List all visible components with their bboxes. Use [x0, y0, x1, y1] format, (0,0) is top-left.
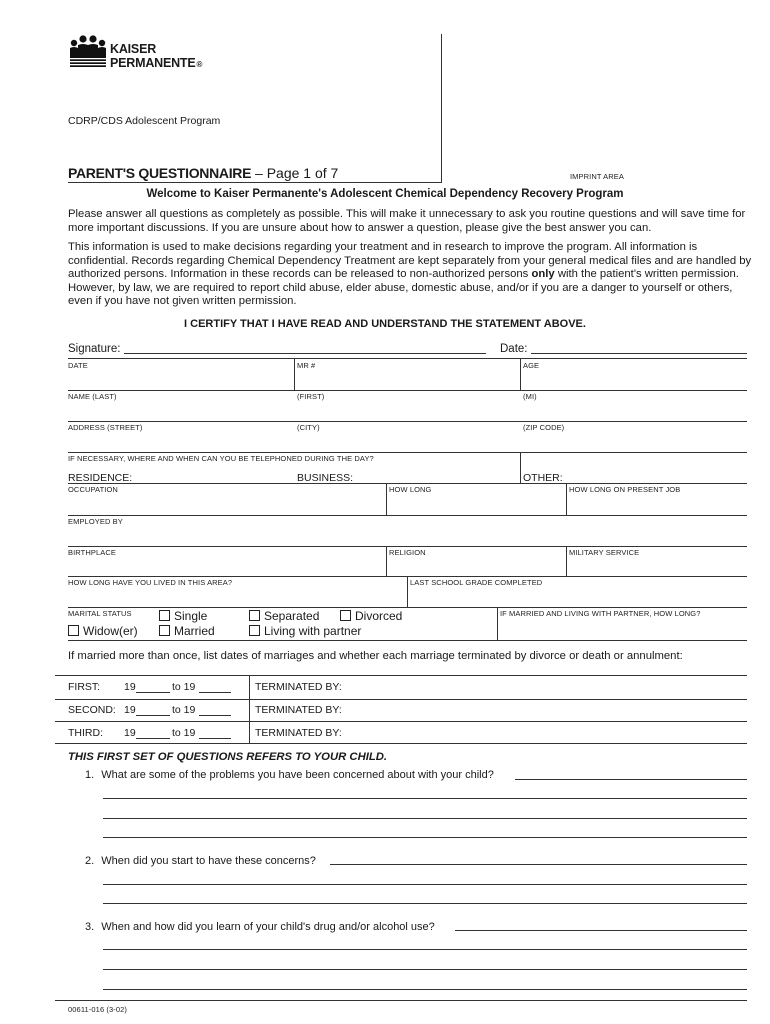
- signature-field[interactable]: [124, 353, 486, 354]
- marriage-from-field[interactable]: [136, 727, 170, 739]
- marriage-year-to: to 19: [172, 704, 196, 716]
- question-number: 3.: [85, 921, 95, 933]
- age-label: AGE: [523, 361, 540, 370]
- answer-line[interactable]: [515, 779, 747, 780]
- option-living-with-partner[interactable]: Living with partner: [249, 624, 361, 638]
- question-text: When did you start to have these concerns?: [101, 855, 316, 867]
- title-page: – Page 1 of 7: [255, 165, 339, 181]
- marriage-to-field[interactable]: [199, 704, 231, 716]
- separated-checkbox[interactable]: [249, 610, 260, 621]
- first-name-label: (FIRST): [297, 392, 325, 401]
- questions-heading: THIS FIRST SET OF QUESTIONS REFERS TO YOUR CHILD.: [68, 751, 388, 763]
- marriages-prompt: If married more than once, list dates of marriages and whether each marriage terminated by divorce or death or annulment:: [68, 650, 683, 662]
- how-long-label: HOW LONG: [389, 485, 432, 494]
- question-text: What are some of the problems you have been concerned about with your child?: [101, 769, 494, 781]
- marriage-year-to: to 19: [172, 727, 196, 739]
- partner-duration-label: IF MARRIED AND LIVING WITH PARTNER, HOW LONG?: [500, 609, 701, 618]
- answer-line[interactable]: [103, 949, 747, 950]
- business-label: BUSINESS:: [297, 472, 354, 484]
- answer-line[interactable]: [103, 903, 747, 904]
- single-checkbox[interactable]: [159, 610, 170, 621]
- zip-code-label: (ZIP CODE): [523, 423, 565, 432]
- last-name-label: NAME (LAST): [68, 392, 117, 401]
- religion-label: RELIGION: [389, 548, 426, 557]
- marriage-year-from: 19: [124, 727, 136, 739]
- marriage-year-from: 19: [124, 681, 136, 693]
- terminated-by-label: TERMINATED BY:: [255, 681, 342, 693]
- page-title: [68, 165, 338, 181]
- answer-line[interactable]: [330, 864, 747, 865]
- option-single[interactable]: Single: [159, 609, 207, 623]
- question-text: When and how did you learn of your child's drug and/or alcohol use?: [101, 921, 435, 933]
- divorced-checkbox[interactable]: [340, 610, 351, 621]
- answer-line[interactable]: [103, 818, 747, 819]
- marriage-from-field[interactable]: [136, 681, 170, 693]
- other-phone-label: OTHER:: [523, 472, 563, 484]
- living-partner-checkbox[interactable]: [249, 625, 260, 636]
- marriage-year-to: to 19: [172, 681, 196, 693]
- answer-line[interactable]: [103, 798, 747, 799]
- birthplace-label: BIRTHPLACE: [68, 548, 116, 557]
- marriage-ordinal: THIRD:: [68, 727, 103, 739]
- question-3: [85, 921, 435, 933]
- imprint-divider: [441, 34, 442, 182]
- terminated-by-label: TERMINATED BY:: [255, 727, 342, 739]
- military-service-label: MILITARY SERVICE: [569, 548, 640, 557]
- school-grade-label: LAST SCHOOL GRADE COMPLETED: [410, 578, 543, 587]
- kaiser-figures-icon: [68, 34, 108, 72]
- marriage-ordinal: SECOND:: [68, 704, 116, 716]
- question-2: [85, 855, 316, 867]
- emphasis-only: only: [531, 268, 555, 280]
- date-signed-label: Date:: [500, 343, 528, 355]
- street-address-label: ADDRESS (STREET): [68, 423, 143, 432]
- date-field-label: DATE: [68, 361, 88, 370]
- married-checkbox[interactable]: [159, 625, 170, 636]
- question-1: [85, 769, 494, 781]
- occupation-label: OCCUPATION: [68, 485, 118, 494]
- mr-number-label: MR #: [297, 361, 316, 370]
- kaiser-logo: [68, 34, 208, 74]
- title-bold: PARENT'S QUESTIONNAIRE: [68, 165, 252, 181]
- form-code: 00611-016 (3-02): [68, 1005, 127, 1014]
- option-divorced[interactable]: Divorced: [340, 609, 402, 623]
- logo-line-permanente: PERMANENTE: [110, 56, 196, 70]
- intro-paragraph-2: This information is used to make decisions regarding your treatment and in research to improve the program. All information is confidential. Records regarding Chemical Dependency Treatment are kept separately from your general medical files and are handled by authorized persons. Information in these records can be released to non-authorized persons only with the patient's written permission. However, by law, we are required to report child abuse, elder abuse, domestic abuse, and/or if you are a danger to yourself or others, even if you have not given written permission.: [68, 241, 752, 307]
- date-signed-field[interactable]: [531, 353, 747, 354]
- option-widow[interactable]: Widow(er): [68, 624, 138, 638]
- option-married[interactable]: Married: [159, 624, 215, 638]
- certify-statement: I CERTIFY THAT I HAVE READ AND UNDERSTAND THE STATEMENT ABOVE.: [184, 318, 586, 330]
- question-number: 1.: [85, 769, 95, 781]
- option-separated[interactable]: Separated: [249, 609, 319, 623]
- marriage-to-field[interactable]: [199, 727, 231, 739]
- marital-status-label: MARITAL STATUS: [68, 609, 132, 618]
- telephone-question: IF NECESSARY, WHERE AND WHEN CAN YOU BE TELEPHONED DURING THE DAY?: [68, 454, 374, 463]
- answer-line[interactable]: [103, 837, 747, 838]
- signature-label: Signature:: [68, 343, 121, 355]
- marriage-year-from: 19: [124, 704, 136, 716]
- widow-checkbox[interactable]: [68, 625, 79, 636]
- residence-label: RESIDENCE:: [68, 472, 133, 484]
- answer-line[interactable]: [455, 930, 747, 931]
- lived-in-area-label: HOW LONG HAVE YOU LIVED IN THIS AREA?: [68, 578, 233, 587]
- intro-paragraph-1: Please answer all questions as completely as possible. This will make it unnecessary to ask you routine questions and will save time for more important discussions. If you are unsure about how to answer a question, please give the best answer you can.: [68, 208, 746, 234]
- answer-line[interactable]: [103, 989, 747, 990]
- logo-line-kaiser: KAISER: [110, 42, 157, 56]
- registered-mark: ®: [196, 60, 203, 69]
- imprint-area-label: IMPRINT AREA: [570, 172, 624, 181]
- how-long-job-label: HOW LONG ON PRESENT JOB: [569, 485, 681, 494]
- marriage-from-field[interactable]: [136, 704, 170, 716]
- answer-line[interactable]: [103, 969, 747, 970]
- welcome-heading: Welcome to Kaiser Permanente's Adolescent Chemical Dependency Recovery Program: [146, 188, 624, 200]
- middle-initial-label: (MI): [523, 392, 537, 401]
- terminated-by-label: TERMINATED BY:: [255, 704, 342, 716]
- question-number: 2.: [85, 855, 95, 867]
- program-name: CDRP/CDS Adolescent Program: [68, 115, 221, 127]
- employed-by-label: EMPLOYED BY: [68, 517, 123, 526]
- answer-line[interactable]: [103, 884, 747, 885]
- marriage-to-field[interactable]: [199, 681, 231, 693]
- marriage-ordinal: FIRST:: [68, 681, 101, 693]
- city-label: (CITY): [297, 423, 320, 432]
